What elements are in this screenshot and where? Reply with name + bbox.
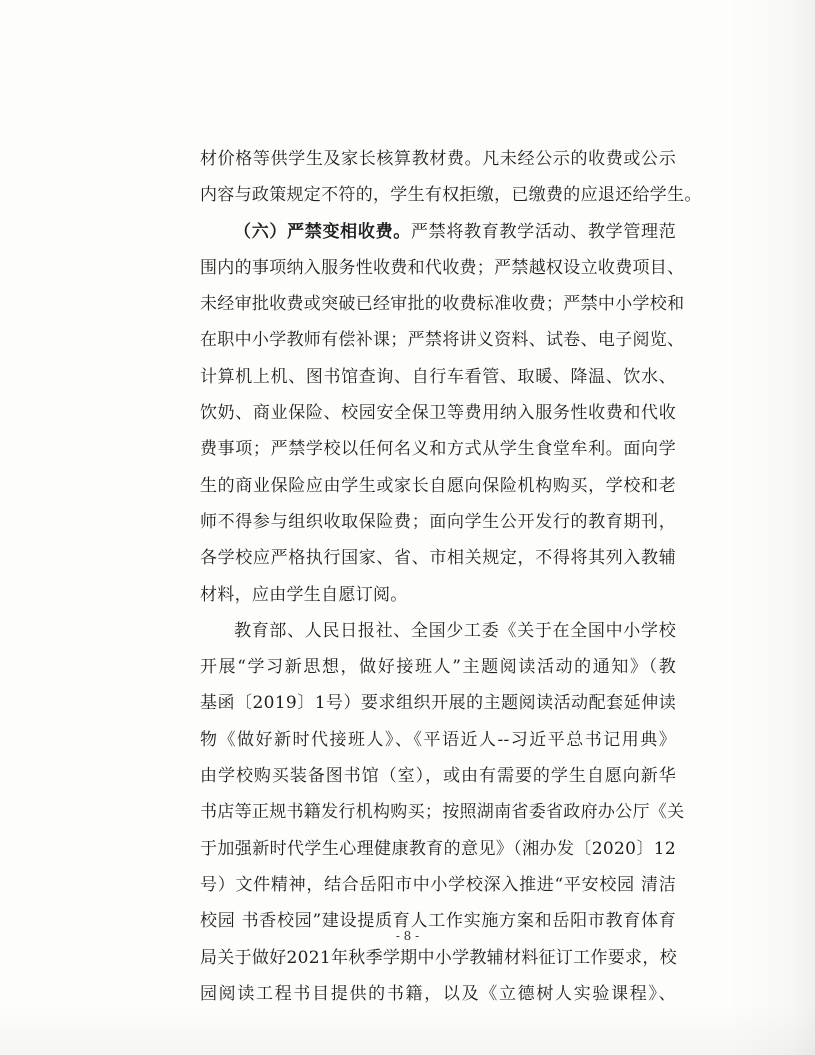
text-line: 未经审批收费或突破已经审批的收费标准收费；严禁中小学校和: [200, 294, 685, 315]
text-line: 生的商业保险应由学生或家长自愿向保险机构购买，学校和老: [200, 475, 676, 496]
body-text: [200, 141, 702, 1012]
text-line: 材价格等供学生及家长核算教材费。凡未经公示的收费或公示: [200, 149, 676, 169]
text-line: 书店等正规书籍发行机构购买；按照湖南省委省政府办公厅《关: [200, 802, 685, 823]
text-line: 在职中小学教师有偿补课；严禁将讲义资料、试卷、电子阅览、: [200, 330, 685, 351]
section-heading-line: [200, 214, 676, 250]
text-line: 校园 书香校园”建设提质育人工作实施方案和岳阳市教育体育: [200, 911, 676, 932]
text-line: 开展“学习新思想，做好接班人”主题阅读活动的通知》（教: [200, 657, 676, 678]
scan-shadow-right: [725, 0, 815, 1055]
text-line: 各学校应严格执行国家、省、市相关规定，不得将其列入教辅: [200, 548, 676, 569]
text-line: 于加强新时代学生心理健康教育的意见》（湘办发〔2020〕12: [200, 838, 676, 859]
text-line: 物《做好新时代接班人》、《平语近人--习近平总书记用典》: [200, 729, 676, 750]
text-line: 内容与政策规定不符的，学生有权拒缴，已缴费的应退还给学生。: [200, 185, 702, 206]
text-line: 园阅读工程书目提供的书籍，以及《立德树人实验课程》、: [200, 983, 676, 1004]
text-line: 基函〔2019〕1号）要求组织开展的主题阅读活动配套延伸读: [200, 693, 676, 714]
text-line: 计算机上机、图书馆查询、自行车看管、取暖、降温、饮水、: [200, 366, 676, 387]
text-line: 严禁将教育教学活动、教学管理范: [410, 221, 677, 242]
text-line: 材料，应由学生自愿订阅。: [200, 584, 408, 605]
text-line: 由学校购买装备图书馆（室），或由有需要的学生自愿向新华: [200, 766, 676, 787]
text-line: 费事项；严禁学校以任何名义和方式从学生食堂牟利。面向学: [200, 439, 676, 460]
page-number: - 8 -: [395, 929, 420, 943]
scan-shadow-bottom: [0, 1005, 815, 1055]
text-line: 号）文件精神，结合岳阳市中小学校深入推进“平安校园 清洁: [200, 874, 676, 895]
text-line: 围内的事项纳入服务性收费和代收费；严禁越权设立收费项目、: [200, 257, 685, 278]
text-line: 饮奶、商业保险、校园安全保卫等费用纳入服务性收费和代收: [200, 403, 676, 424]
text-line: 局关于做好2021年秋季学期中小学教辅材料征订工作要求，校: [200, 947, 677, 968]
text-line: 师不得参与组织收取保险费；面向学生公开发行的教育期刊，: [200, 511, 676, 532]
paragraph-start-line: 教育部、人民日报社、全国少工委《关于在全国中小学校: [234, 620, 676, 641]
section-heading: （六）严禁变相收费。: [234, 221, 411, 242]
